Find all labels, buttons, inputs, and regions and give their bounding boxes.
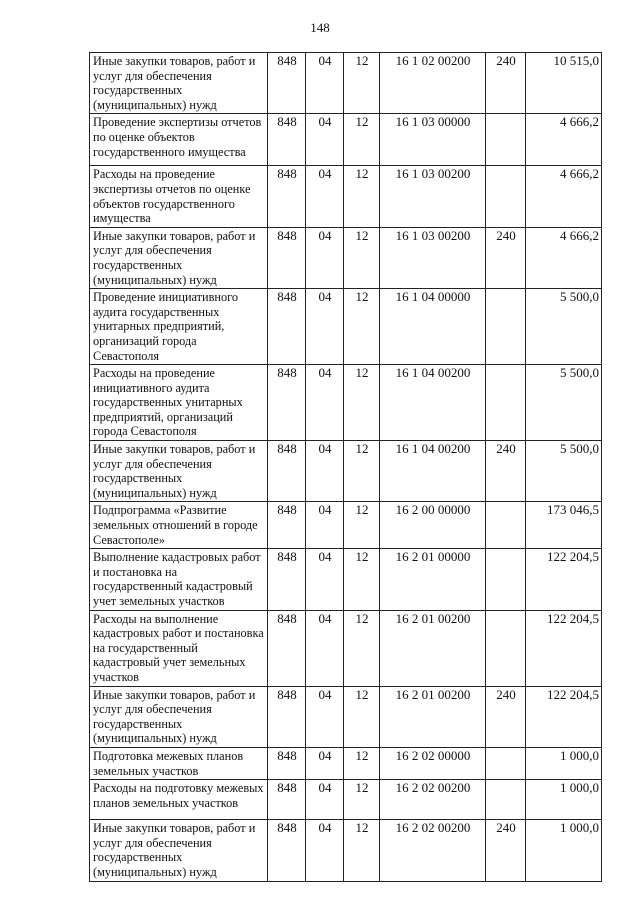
table-row — [90, 289, 602, 365]
row-section-code: 04 — [306, 820, 344, 881]
row-name: Проведение инициативного аудита государственных унитарных предприятий, организаций города Севастополя — [90, 289, 268, 365]
table-row — [90, 780, 602, 820]
row-subsection-code: 12 — [344, 549, 380, 610]
row-section-code: 04 — [306, 549, 344, 610]
row-ministry-code: 848 — [268, 502, 306, 549]
row-target-code: 16 1 03 00200 — [380, 166, 486, 227]
row-name: Иные закупки товаров, работ и услуг для обеспечения государственных (муниципальных) нужд — [90, 686, 268, 747]
row-ministry-code: 848 — [268, 686, 306, 747]
row-section-code: 04 — [306, 610, 344, 686]
row-expense-type — [486, 502, 526, 549]
row-section-code: 04 — [306, 166, 344, 227]
row-subsection-code: 12 — [344, 166, 380, 227]
row-expense-type: 240 — [486, 441, 526, 502]
page-number: 148 — [310, 20, 330, 35]
row-subsection-code: 12 — [344, 227, 380, 288]
row-subsection-code: 12 — [344, 610, 380, 686]
row-ministry-code: 848 — [268, 289, 306, 365]
row-ministry-code: 848 — [268, 549, 306, 610]
table-row — [90, 53, 602, 114]
table-row — [90, 166, 602, 227]
row-amount: 4 666,2 — [526, 166, 602, 227]
row-name: Расходы на проведение экспертизы отчетов по оценке объектов государственного имущества — [90, 166, 268, 227]
row-amount: 10 515,0 — [526, 53, 602, 114]
row-amount: 4 666,2 — [526, 114, 602, 166]
table-row — [90, 747, 602, 779]
row-name: Иные закупки товаров, работ и услуг для обеспечения государственных (муниципальных) нужд — [90, 441, 268, 502]
row-target-code: 16 1 03 00000 — [380, 114, 486, 166]
row-name: Выполнение кадастровых работ и постановка на государственный кадастровый учет земельных участков — [90, 549, 268, 610]
row-subsection-code: 12 — [344, 747, 380, 779]
row-name: Проведение экспертизы отчетов по оценке объектов государственного имущества — [90, 114, 268, 166]
row-section-code: 04 — [306, 686, 344, 747]
row-amount: 4 666,2 — [526, 227, 602, 288]
row-subsection-code: 12 — [344, 780, 380, 820]
row-expense-type — [486, 610, 526, 686]
row-amount: 5 500,0 — [526, 289, 602, 365]
table-row — [90, 820, 602, 881]
row-ministry-code: 848 — [268, 365, 306, 441]
table-row — [90, 227, 602, 288]
row-name: Расходы на подготовку межевых планов земельных участков — [90, 780, 268, 820]
row-section-code: 04 — [306, 502, 344, 549]
row-expense-type: 240 — [486, 53, 526, 114]
row-amount: 5 500,0 — [526, 365, 602, 441]
budget-table — [89, 52, 602, 882]
row-expense-type — [486, 780, 526, 820]
row-target-code: 16 2 01 00200 — [380, 686, 486, 747]
row-ministry-code: 848 — [268, 227, 306, 288]
row-subsection-code: 12 — [344, 53, 380, 114]
row-expense-type: 240 — [486, 820, 526, 881]
row-target-code: 16 1 04 00200 — [380, 365, 486, 441]
row-ministry-code: 848 — [268, 441, 306, 502]
row-expense-type — [486, 289, 526, 365]
row-ministry-code: 848 — [268, 747, 306, 779]
row-ministry-code: 848 — [268, 780, 306, 820]
row-target-code: 16 1 02 00200 — [380, 53, 486, 114]
row-name: Расходы на выполнение кадастровых работ и постановка на государственный кадастровый учет земельных участков — [90, 610, 268, 686]
row-amount: 1 000,0 — [526, 820, 602, 881]
row-expense-type: 240 — [486, 227, 526, 288]
row-section-code: 04 — [306, 441, 344, 502]
row-expense-type — [486, 365, 526, 441]
row-expense-type — [486, 114, 526, 166]
row-target-code: 16 2 00 00000 — [380, 502, 486, 549]
row-amount: 122 204,5 — [526, 549, 602, 610]
row-target-code: 16 2 02 00000 — [380, 747, 486, 779]
row-section-code: 04 — [306, 227, 344, 288]
row-name: Иные закупки товаров, работ и услуг для обеспечения государственных (муниципальных) нужд — [90, 227, 268, 288]
row-section-code: 04 — [306, 747, 344, 779]
row-subsection-code: 12 — [344, 820, 380, 881]
row-subsection-code: 12 — [344, 441, 380, 502]
table-row — [90, 365, 602, 441]
table-body — [90, 53, 602, 882]
row-section-code: 04 — [306, 780, 344, 820]
row-subsection-code: 12 — [344, 114, 380, 166]
table-row — [90, 686, 602, 747]
row-ministry-code: 848 — [268, 53, 306, 114]
row-amount: 5 500,0 — [526, 441, 602, 502]
row-target-code: 16 2 01 00200 — [380, 610, 486, 686]
row-expense-type: 240 — [486, 686, 526, 747]
row-subsection-code: 12 — [344, 365, 380, 441]
row-name: Подготовка межевых планов земельных участков — [90, 747, 268, 779]
row-name: Подпрограмма «Развитие земельных отношений в городе Севастополе» — [90, 502, 268, 549]
row-target-code: 16 2 02 00200 — [380, 820, 486, 881]
row-amount: 122 204,5 — [526, 686, 602, 747]
row-target-code: 16 1 04 00200 — [380, 441, 486, 502]
row-amount: 1 000,0 — [526, 780, 602, 820]
row-ministry-code: 848 — [268, 166, 306, 227]
row-subsection-code: 12 — [344, 686, 380, 747]
row-expense-type — [486, 166, 526, 227]
row-ministry-code: 848 — [268, 610, 306, 686]
row-name: Иные закупки товаров, работ и услуг для обеспечения государственных (муниципальных) нужд — [90, 820, 268, 881]
table-row — [90, 502, 602, 549]
row-expense-type — [486, 747, 526, 779]
table-row — [90, 114, 602, 166]
table-row — [90, 610, 602, 686]
row-target-code: 16 2 02 00200 — [380, 780, 486, 820]
row-target-code: 16 1 04 00000 — [380, 289, 486, 365]
row-name: Иные закупки товаров, работ и услуг для обеспечения государственных (муниципальных) нужд — [90, 53, 268, 114]
row-amount: 173 046,5 — [526, 502, 602, 549]
row-section-code: 04 — [306, 53, 344, 114]
row-expense-type — [486, 549, 526, 610]
row-ministry-code: 848 — [268, 114, 306, 166]
row-subsection-code: 12 — [344, 502, 380, 549]
table-row — [90, 441, 602, 502]
row-subsection-code: 12 — [344, 289, 380, 365]
row-target-code: 16 1 03 00200 — [380, 227, 486, 288]
row-name: Расходы на проведение инициативного аудита государственных унитарных предприятий, организаций города Севастополя — [90, 365, 268, 441]
row-section-code: 04 — [306, 365, 344, 441]
row-ministry-code: 848 — [268, 820, 306, 881]
row-section-code: 04 — [306, 114, 344, 166]
row-section-code: 04 — [306, 289, 344, 365]
row-target-code: 16 2 01 00000 — [380, 549, 486, 610]
row-amount: 122 204,5 — [526, 610, 602, 686]
row-amount: 1 000,0 — [526, 747, 602, 779]
table-row — [90, 549, 602, 610]
